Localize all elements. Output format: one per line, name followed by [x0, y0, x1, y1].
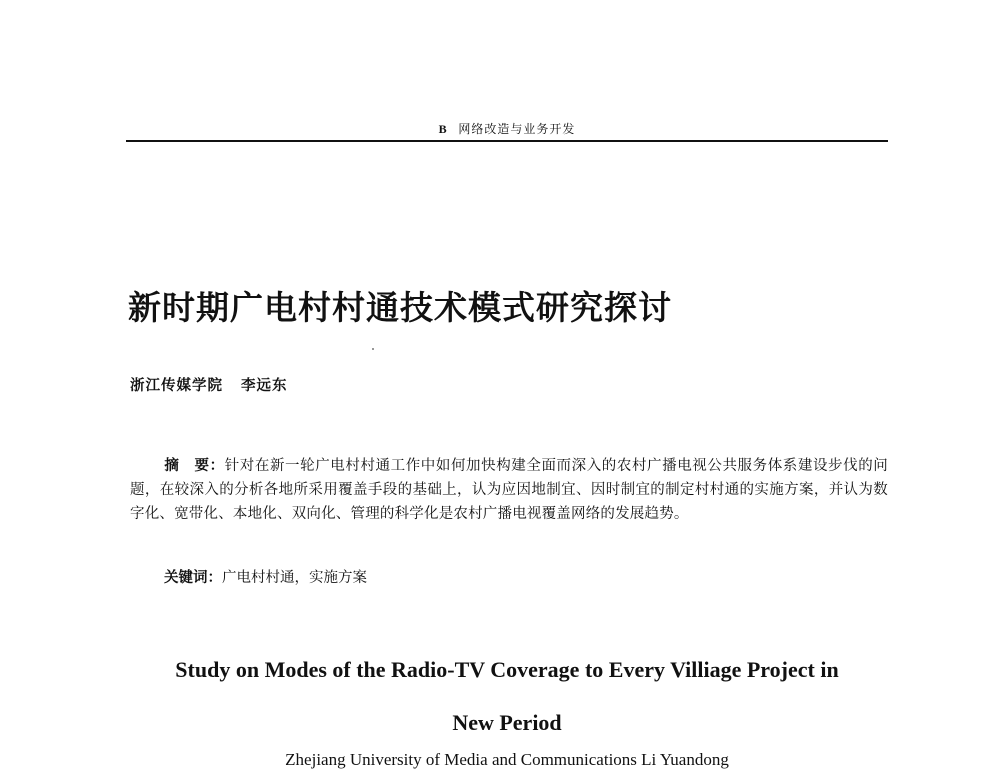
- paper-title: 新时期广电村村通技术模式研究探讨: [128, 288, 672, 327]
- stray-mark: [372, 348, 374, 350]
- abstract: [130, 454, 888, 526]
- keywords-text: 广电村村通，实施方案: [222, 570, 367, 586]
- english-title-line2: New Period: [452, 710, 562, 735]
- english-title-line1: Study on Modes of the Radio-TV Coverage to Every Villiage Project in: [175, 657, 839, 682]
- keywords-label: 关键词：: [164, 570, 222, 586]
- english-affiliation: Zhejiang University of Media and Communications Li Yuandong: [285, 750, 729, 769]
- section-title: 网络改造与业务开发: [458, 122, 576, 136]
- running-head: [126, 120, 888, 137]
- author-name: 李远东: [241, 377, 288, 394]
- keywords: [164, 566, 367, 587]
- header-rule: [126, 140, 888, 142]
- abstract-label: 摘 要：: [164, 458, 225, 474]
- affiliation: 浙江传媒学院: [130, 377, 223, 394]
- section-code: B: [438, 122, 448, 136]
- abstract-text: 针对在新一轮广电村村通工作中如何加快构建全面而深入的农村广播电视公共服务体系建设步伐的问题，在较深入的分析各地所采用覆盖手段的基础上，认为应因地制宜、因时制宜的制定村村通的实施方案，并认为数字化、宽带化、本地化、双向化、管理的科学化是农村广播电视覆盖网络的发展趋势。: [130, 458, 888, 522]
- author-line: [130, 374, 288, 395]
